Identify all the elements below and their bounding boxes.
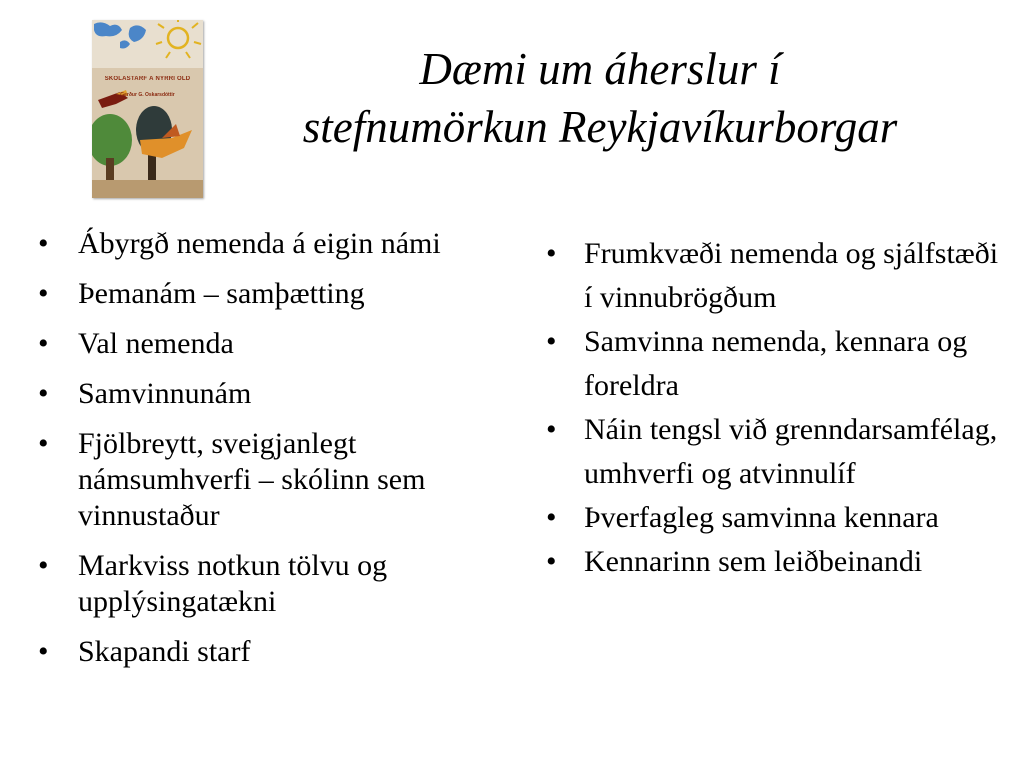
bullet-item: • Þverfagleg samvinna kennara (540, 496, 1010, 540)
book-cover-title: SKÓLASTARF Á NÝRRI ÖLD (104, 76, 191, 82)
bullet-item: • Samvinna nemenda, kennara og foreldra (540, 320, 1010, 408)
bullet-item: • Fjölbreytt, sveigjanlegt námsumhverfi – skólinn sem vinnustaður (34, 426, 484, 534)
cover-ground (92, 180, 203, 198)
bullet-item: • Frumkvæði nemenda og sjálfstæði í vinnubrögðum (540, 232, 1010, 320)
book-cover-image (92, 20, 203, 198)
bullet-item: • Kennarinn sem leiðbeinandi (540, 540, 1010, 584)
bullet-item: • Ábyrgð nemenda á eigin námi (34, 226, 484, 262)
bullet-item: • Val nemenda (34, 326, 484, 362)
bullet-item: • Þemanám – samþætting (34, 276, 484, 312)
bullet-item: • Markviss notkun tölvu og upplýsingatækni (34, 548, 484, 620)
book-cover-illustration (92, 20, 203, 198)
right-bullet-list (540, 232, 1010, 584)
slide-title-line-1: Dæmi um áherslur í (419, 44, 781, 94)
bullet-item: • Náin tengsl við grenndarsamfélag, umhverfi og atvinnulíf (540, 408, 1010, 496)
bullet-item: • Skapandi starf (34, 634, 484, 670)
bullet-item: • Samvinnunám (34, 376, 484, 412)
slide-title-line-2: stefnumörkun Reykjavíkurborgar (302, 102, 898, 152)
book-cover-author: Gerður G. Óskarsdóttir (120, 92, 175, 98)
left-bullet-list (34, 226, 484, 684)
slide-title (230, 40, 970, 156)
